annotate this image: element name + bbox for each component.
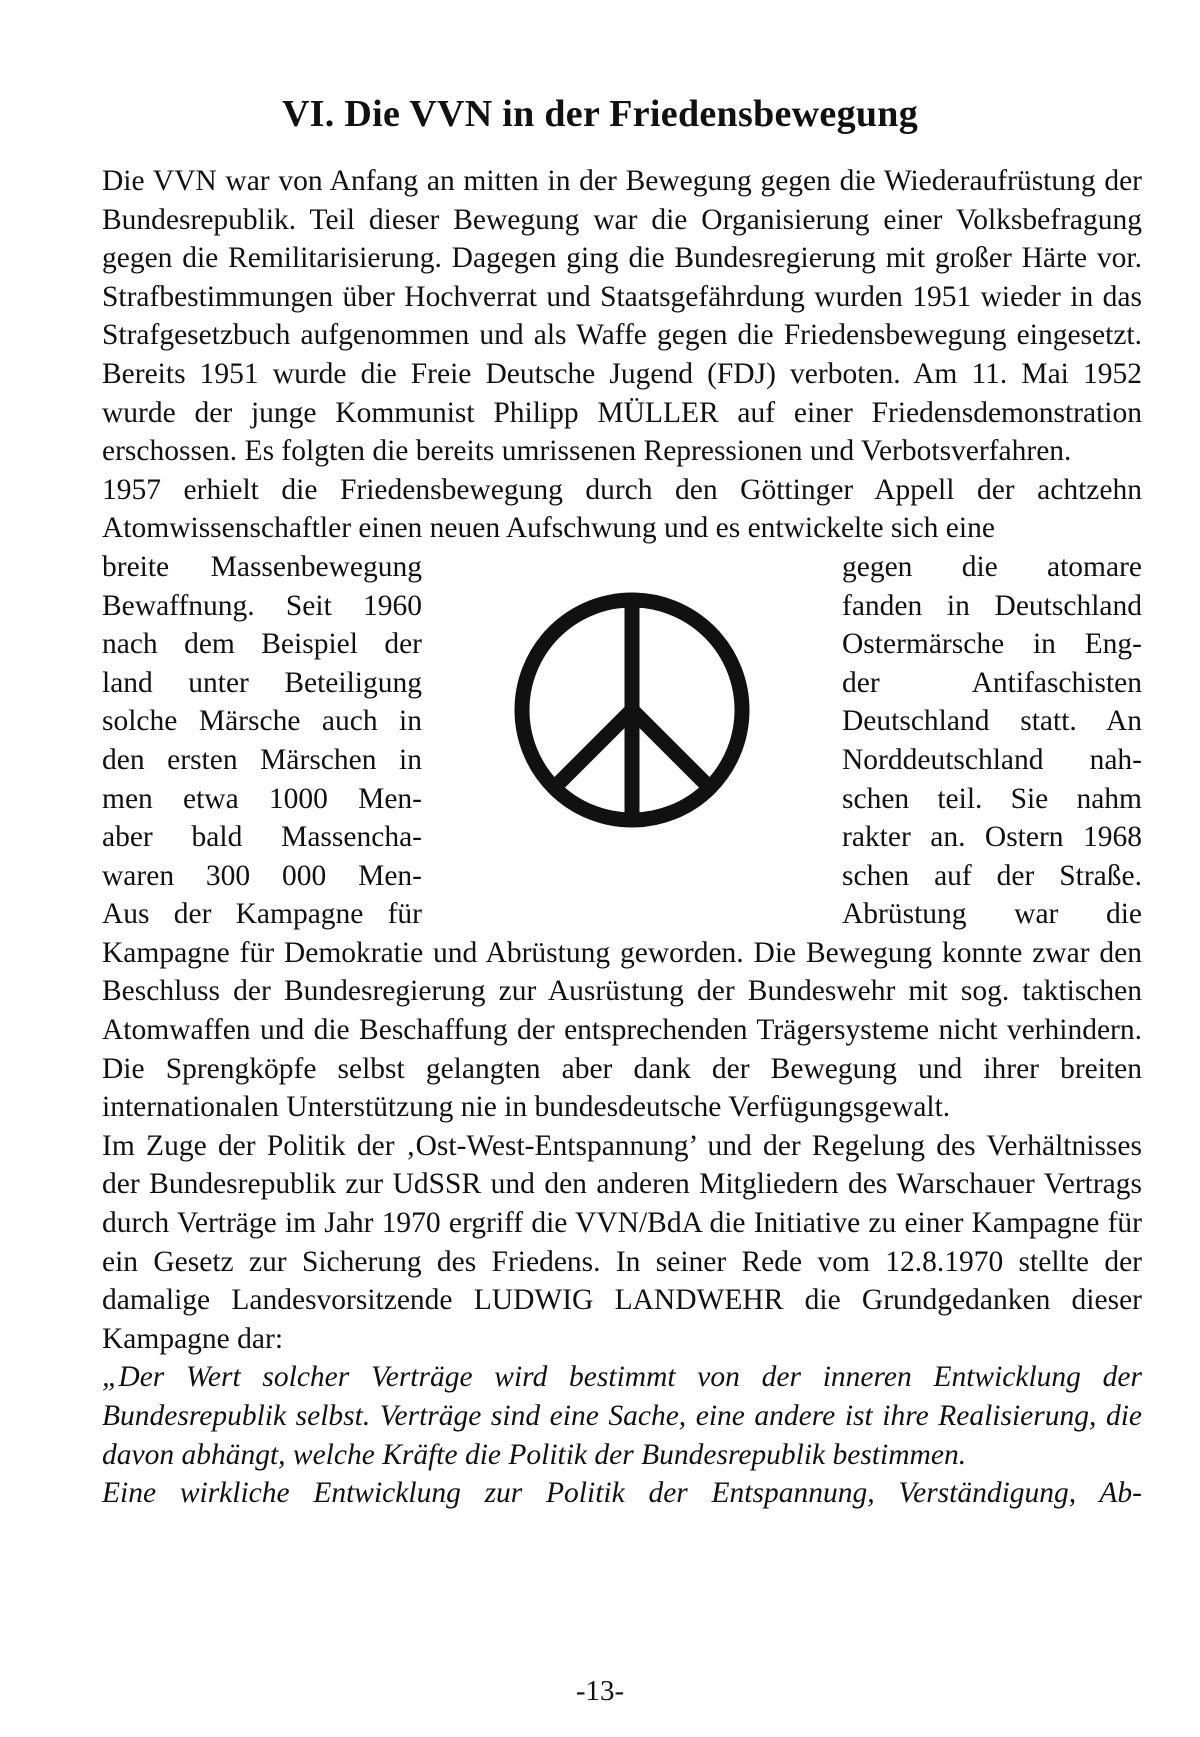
left-text-column [102, 548, 422, 934]
right-line: Deutschland statt. An [842, 705, 1142, 738]
right-line: schen auf der Straße. [842, 859, 1142, 892]
left-line: nach dem Beispiel der [102, 628, 422, 661]
paragraph-1: Die VVN war von Anfang an mitten in der Bewegung gegen die Wiederaufrüstung der Bundesrepublik. Teil dieser Bewegung war die Organisierung einer Volksbefragung gegen die Remilitarisierung. Dagegen ging die Bundesregierung mit großer Härte vor. Strafbestimmungen über Hochverrat und Staatsgefährdung wurden 1951 wieder in das Strafgesetzbuch aufgenommen und als Waffe gegen die Friedensbewegung eingesetzt. Bereits 1951 wurde die Freie Deutsche Jugend (FDJ) verboten. Am 11. Mai 1952 wurde der junge Kommunist Philipp MÜLLER auf einer Friedensdemonstration erschossen. Es folgten die bereits umrissenen Repressionen und Verbotsverfahren. [102, 165, 1142, 468]
right-line: schen teil. Sie nahm [842, 782, 1142, 815]
paragraph-2-outro: Kampagne für Demokratie und Abrüstung geworden. Die Bewegung konnte zwar den Beschluss der Bundesregierung zur Ausrüstung der Bundeswehr mit sog. taktischen Atomwaffen und die Beschaffung der entsprechenden Trägersysteme nicht verhindern. Die Sprengköpfe selbst gelangten aber dank der Bewegung und ihrer breiten internationalen Unterstützung nie in bundesdeutsche Verfügungsgewalt. [102, 936, 1142, 1124]
right-line: der Antifaschisten [842, 666, 1142, 699]
right-line: fanden in Deutschland [842, 589, 1142, 622]
paragraph-3: Im Zuge der Politik der ‚Ost-West-Entspannung’ und der Regelung des Verhältnisses der Bundesrepublik zur UdSSR und den anderen Mitgliedern des Warschauer Vertrags durch Verträge im Jahr 1970 ergriff die VVN/BdA die Initiative zu einer Kampagne für ein Gesetz zur Sicherung des Friedens. In seiner Rede vom 12.8.1970 stellte der damalige Landesvorsitzende LUDWIG LANDWEHR die Grundgedanken dieser Kampagne dar: [102, 1129, 1142, 1355]
wrapped-text-around-figure [102, 548, 1142, 934]
left-line: breite Massenbewegung [102, 550, 422, 583]
quote-paragraph-2: Eine wirkliche Entwicklung zur Politik der Entspannung, Verständigung, Ab- [102, 1477, 1142, 1510]
right-line: rakter an. Ostern 1968 [842, 821, 1142, 854]
right-line: Abrüstung war die [842, 898, 1142, 931]
figure-container [422, 548, 842, 934]
peace-symbol-icon [506, 584, 758, 836]
left-line: aber bald Massencha- [102, 821, 422, 854]
left-line: land unter Beteiligung [102, 666, 422, 699]
body-text [102, 162, 1142, 1513]
paragraph-2-intro: 1957 erhielt die Friedensbewegung durch den Göttinger Appell der achtzehn Atomwissenschaftler einen neuen Aufschwung und es entwickelte sich eine [102, 473, 1142, 545]
page-number: -13- [575, 1675, 625, 1707]
right-line: Ostermärsche in Eng- [842, 628, 1142, 661]
left-line: men etwa 1000 Men- [102, 782, 422, 815]
right-text-column [842, 548, 1142, 934]
page-title: VI. Die VVN in der Friedensbewegung [281, 93, 919, 135]
quote-paragraph-1: „Der Wert solcher Verträge wird bestimmt von der inneren Entwicklung der Bundesrepublik selbst. Verträge sind eine Sache, eine andere ist ihre Realisierung, die davon abhängt, welche Kräfte die Politik der Bundesrepublik bestimmen. [102, 1361, 1142, 1471]
left-line: solche Märsche auch in [102, 705, 422, 738]
left-line: den ersten Märschen in [102, 743, 422, 776]
right-line: gegen die atomare [842, 550, 1142, 583]
left-line: Aus der Kampagne für [102, 898, 422, 931]
left-line: Bewaffnung. Seit 1960 [102, 589, 422, 622]
right-line: Norddeutschland nah- [842, 743, 1142, 776]
left-line: waren 300 000 Men- [102, 859, 422, 892]
